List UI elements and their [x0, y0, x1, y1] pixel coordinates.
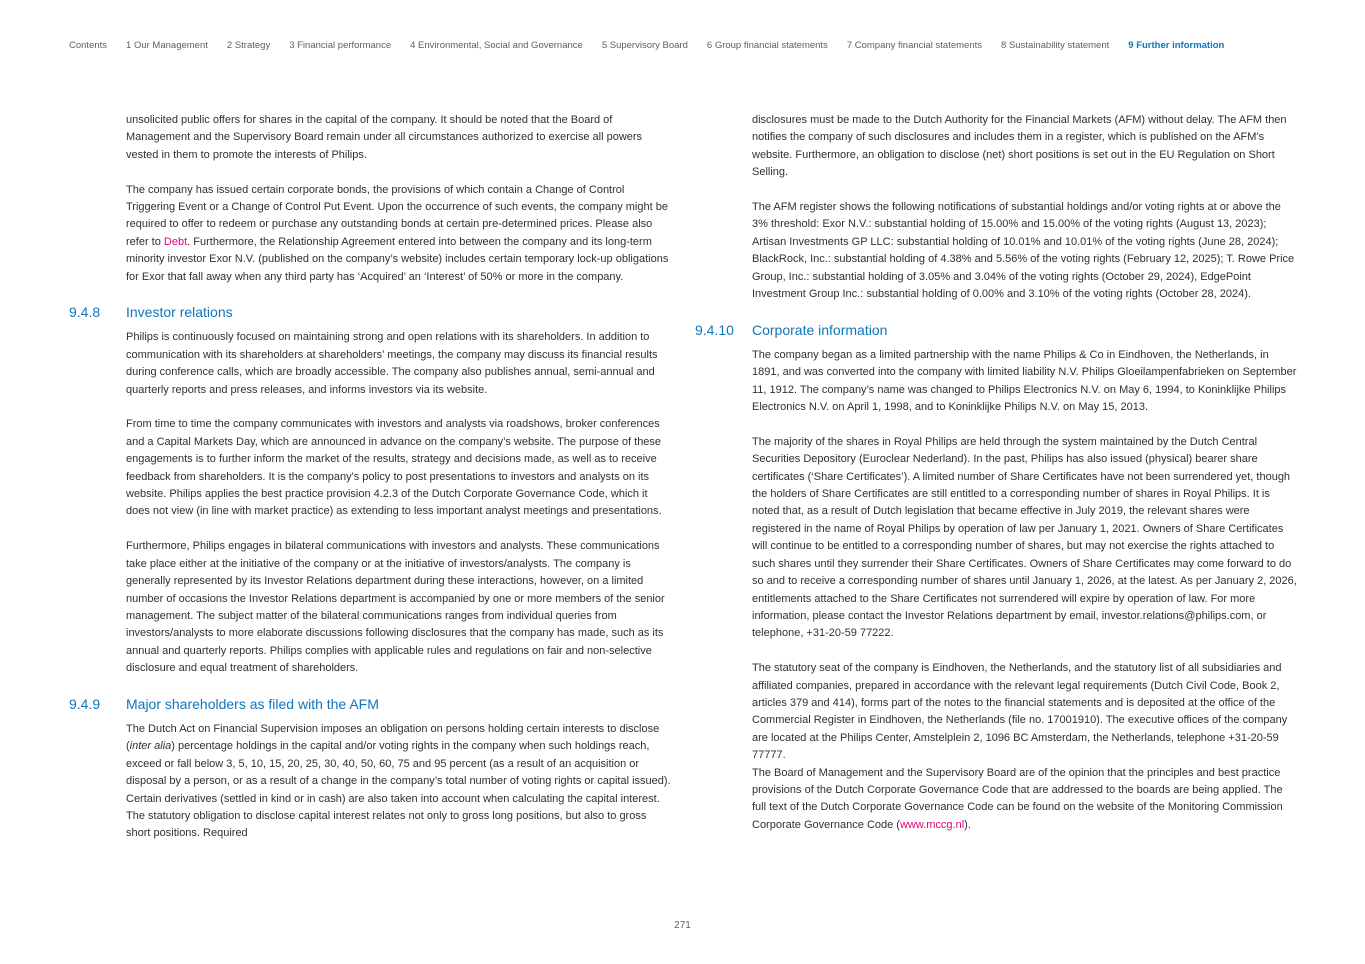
debt-link[interactable]: Debt — [163, 235, 188, 248]
paragraph-governance-code — [752, 765, 1297, 835]
section-heading-major-shareholders — [69, 695, 671, 714]
paragraph-dutch-act-text-1: The Dutch Act on Financial Supervision imposes an obligation on persons holding certain interests to disclose ( — [126, 722, 660, 753]
nav-item-strategy[interactable]: 2 Strategy — [226, 40, 271, 51]
paragraph-afm-disclosures: disclosures must be made to the Dutch Authority for the Financial Markets (AFM) without delay. The AFM then notifies the company of such disclosures and includes them in a register, which is published on the AFM’s website. Furthermore, an obligation to disclose (net) short positions is set out in the EU Regulation on Short Selling. — [752, 114, 1287, 179]
paragraph-investor-relations-1: Philips is continuously focused on maintaining strong and open relations with its shareholders. In addition to communication with its shareholders at shareholders’ meetings, the company may discuss its financial results during conference calls, which are broadly accessible. The company also publishes annual, semi-annual and quarterly reports and press releases, and informs investors via its website. — [126, 331, 658, 396]
section-number-949: 9.4.9 — [69, 695, 101, 712]
nav-item-supervisory-board[interactable]: 5 Supervisory Board — [601, 40, 688, 51]
paragraph-investor-relations-3: Furthermore, Philips engages in bilateral communications with investors and analysts. These communications take place either at the initiative of the company or at the initiative of investors/analysts. The company is generally represented by its Investor Relations department during these interactions, however, on a limited number of occasions the Investor Relations department is accompanied by one or more members of the senior management. The subject matter of the bilateral communications ranges from individual queries from investors/analysts to more elaborate discussions following disclosures that the company has made, such as its annual and quarterly reports. Philips complies with applicable rules and regulations on fair and non-selective disclosure and equal treatment of shareholders. — [126, 540, 665, 675]
section-title-corporate-information: Corporate information — [752, 321, 888, 338]
section-number-9410: 9.4.10 — [695, 321, 734, 338]
paragraph-dutch-act — [126, 721, 671, 843]
page-content — [69, 112, 1297, 860]
paragraph-corporate-bonds — [126, 182, 671, 286]
paragraph-governance-code-text-1: The Board of Management and the Supervisory Board are of the opinion that the principles and best practice provisions of the Dutch Corporate Governance Code that are addressed to the boards are being applied. The full text of the Dutch Corporate Governance Code can be found on the website of the Monitoring Commission Corporate Governance Code ( — [752, 766, 1283, 831]
chapter-nav — [69, 40, 1325, 52]
nav-item-our-management[interactable]: 1 Our Management — [126, 40, 208, 51]
paragraph-corporate-bonds-text-1: The company has issued certain corporate bonds, the provisions of which contain a Change of Control Triggering Event or a Change of Control Put Event. Upon the occurrence of such events, the company might be required to offer to redeem or purchase any outstanding bonds at certain pre-determined prices. Please also refer to — [126, 183, 668, 248]
nav-item-company-financial-statements[interactable]: 7 Company financial statements — [846, 40, 983, 51]
nav-item-esg[interactable]: 4 Environmental, Social and Governance — [410, 40, 583, 51]
paragraph-statutory-seat: The statutory seat of the company is Eindhoven, the Netherlands, and the statutory list of all subsidiaries and affiliated companies, prepared in accordance with the relevant legal requirements (Dutch Civil Code, Book 2, articles 379 and 414), forms part of the notes to the financial statements and is deposited at the office of the Commercial Register in Eindhoven, the Netherlands (file no. 17001910). The executive offices of the company are located at the Philips Center, Amstelplein 2, 1096 BC Amsterdam, the Netherlands, telephone +31-20-59 77777. — [752, 662, 1288, 762]
nav-item-financial-performance[interactable]: 3 Financial performance — [289, 40, 392, 51]
nav-item-contents[interactable]: Contents — [69, 40, 108, 51]
paragraph-governance-code-text-2: ). — [964, 818, 971, 831]
section-title-major-shareholders: Major shareholders as filed with the AFM — [126, 695, 379, 712]
section-heading-investor-relations — [69, 303, 671, 322]
left-column — [69, 112, 671, 860]
nav-item-group-financial-statements[interactable]: 6 Group financial statements — [706, 40, 828, 51]
paragraph-afm-register: The AFM register shows the following notifications of substantial holdings and/or voting rights at or above the 3% threshold: Exor N.V.: substantial holding of 15.00% and 15.00% of the voting rights (August 13, 2023); Artisan Investments GP LLC: substantial holding of 10.01% and 10.01% of the voting rights (June 28, 2024); BlackRock, Inc.: substantial holding of 4.38% and 5.56% of the voting rights (February 12, 2025); T. Rowe Price Group, Inc.: substantial holding of 3.05% and 3.04% of the voting rights (October 29, 2024), EdgePoint Investment Group Inc.: substantial holding of 0.00% and 3.10% of the voting rights (October 28, 2024). — [752, 201, 1295, 301]
paragraph-unsolicited-offers: unsolicited public offers for shares in the capital of the company. It should be noted that the Board of Management and the Supervisory Board remain under all circumstances authorized to exercise all powers vested in them to promote the interests of Philips. — [126, 114, 643, 161]
inter-alia-italic: inter alia — [129, 740, 172, 753]
paragraph-dutch-act-text-2: ) percentage holdings in the capital and/or voting rights in the company when such holdings reach, exceed or fall below 3, 5, 10, 15, 20, 25, 30, 40, 50, 60, 75 and 95 percent (as a result of an acquisition or disposal by a person, or as a result of a change in the company’s total number of voting rights or capital issued). Certain derivatives (settled in kind or in cash) are also taken into account when calculating the capital interest. The statutory obligation to disclose capital interest relates not only to gross long positions, but also to gross short positions. Required — [126, 740, 671, 840]
section-number-948: 9.4.8 — [69, 304, 101, 321]
section-heading-corporate-information — [695, 321, 1297, 340]
paragraph-corporate-bonds-text-2: . Furthermore, the Relationship Agreement entered into between the company and its long-term minority investor Exor N.V. (published on the company’s website) includes certain temporary lock-up obligations for Exor that fall away when any third party has ‘Acquired’ an ‘Interest’ of 50% or more in the company. — [126, 235, 669, 283]
paragraph-company-history: The company began as a limited partnership with the name Philips & Co in Eindhoven, the Netherlands, in 1891, and was converted into the company with limited liability N.V. Philips Gloeilampenfabrieken on September 11, 1912. The company’s name was changed to Philips Electronics N.V. on May 6, 1994, to Koninklijke Philips Electronics N.V. on April 1, 1998, and to Koninklijke Philips N.V. on May 15, 2013. — [752, 348, 1297, 414]
nav-item-further-information[interactable]: 9 Further information — [1128, 40, 1225, 51]
mccg-link[interactable]: www.mccg.nl — [899, 818, 965, 831]
page-number: 271 — [674, 920, 691, 931]
paragraph-share-certificates: The majority of the shares in Royal Philips are held through the system maintained by the Dutch Central Securities Depository (Euroclear Nederland). In the past, Philips has also issued (physical) bearer share certificates (‘Share Certificates’). A limited number of Share Certificates have not been surrendered yet, though the holders of Share Certificates are still entitled to a corresponding number of shares in Royal Philips. It is noted that, as a result of Dutch legislation that became effective in July 2019, the relevant shares were registered in the name of Royal Philips by operation of law per January 1, 2021. Owners of Share Certificates will continue to be entitled to a corresponding number of shares, but may not exercise the rights attached to such shares until they surrender their Share Certificates. Owners of Share Certificates may come forward to do so and to receive a corresponding number of shares until January 1, 2026, at the latest. As per January 2, 2026, entitlements attached to the Share Certificates not surrendered will expire by operation of law. For more information, please contact the Investor Relations department by email, investor.relations@philips.com, or telephone, +31-20-59 77222. — [752, 435, 1297, 640]
nav-item-sustainability-statement[interactable]: 8 Sustainability statement — [1001, 40, 1110, 51]
right-column — [695, 112, 1297, 860]
paragraph-investor-relations-2: From time to time the company communicates with investors and analysts via roadshows, broker conferences and a Capital Markets Day, which are announced in advance on the company’s website. The purpose of these engagements is to further inform the market of the results, strategy and decisions made, as well as to receive feedback from shareholders. It is the company's policy to post presentations to investors and analysts on its website. Philips applies the best practice provision 4.2.3 of the Dutch Corporate Governance Code, which it does not view (in line with market practice) as extending to less important analyst meetings and presentations. — [126, 418, 662, 518]
section-title-investor-relations: Investor relations — [126, 304, 233, 321]
